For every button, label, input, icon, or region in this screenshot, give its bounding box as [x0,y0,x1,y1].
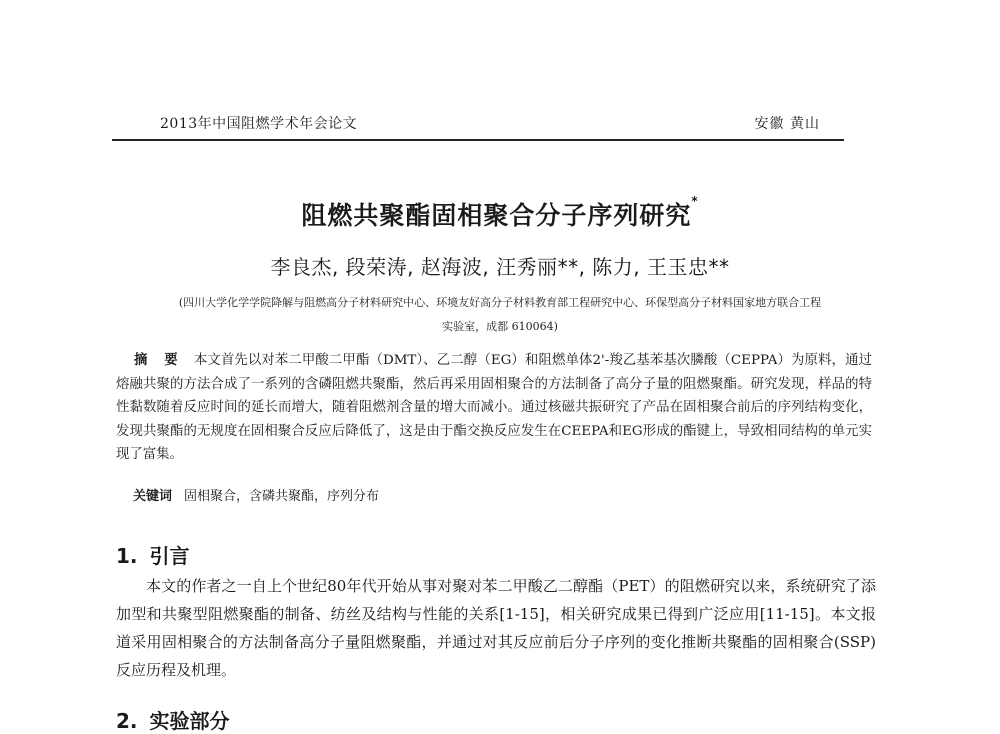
section-heading-introduction [116,540,190,569]
keywords-text: 固相聚合，含磷共聚酯，序列分布 [184,489,380,504]
section-title: 引言 [149,544,190,568]
conference-location: 安徽 黄山 [754,116,820,132]
affiliation-line-1: (四川大学化学学院降解与阻燃高分子材料研究中心、环境友好高分子材料教育部工程研究中心、环保型高分子材料国家地方联合工程 [178,296,822,309]
title-footnote-mark: * [691,194,699,208]
section-number: 2. [116,709,138,733]
section-title: 实验部分 [149,709,230,733]
abstract-label: 摘 要 [134,352,184,368]
section-heading-experimental [116,705,230,734]
abstract [116,349,872,467]
running-header [112,113,844,141]
introduction-body: 本文的作者之一自上个世纪80年代开始从事对聚对苯二甲酸乙二醇酯（PET）的阻燃研究以来，系统研究了添加型和共聚型阻燃聚酯的制备、纺丝及结构与性能的关系[1-15]，相关研究成果已得到广泛应用[11-15]。本文报道采用固相聚合的方法制备高分子量阻燃聚酯，并通过对其反应前后分子序列的变化推断共聚酯的固相聚合(SSP)反应历程及机理。 [116,577,876,679]
conference-name: 2013年中国阻燃学术年会论文 [160,116,358,132]
keywords [133,485,379,504]
author-list: 李良杰, 段荣涛, 赵海波, 汪秀丽**, 陈力, 王玉忠** [270,255,730,279]
abstract-text: 本文首先以对苯二甲酸二甲酯（DMT）、乙二醇（EG）和阻燃单体2'-羧乙基苯基次膦酸（CEPPA）为原料，通过熔融共聚的方法合成了一系列的含磷阻燃共聚酯，然后再采用固相聚合的方法制备了高分子量的阻燃聚酯。研究发现，样品的特性黏数随着反应时间的延长而增大，随着阻燃剂含量的增大而减小。通过核磁共振研究了产品在固相聚合前后的序列结构变化，发现共聚酯的无规度在固相聚合反应后降低了，这是由于酯交换反应发生在CEEPA和EG形成的酯键上，导致相同结构的单元实现了富集。 [116,353,872,463]
affiliation-line-2: 实验室，成都 610064) [442,320,558,333]
keywords-label: 关键词 [133,489,173,504]
paper-title-text: 阻燃共聚酯固相聚合分子序列研究 [301,201,692,230]
affiliation [130,291,870,339]
section-number: 1. [116,544,138,568]
paper-title [0,196,1000,232]
